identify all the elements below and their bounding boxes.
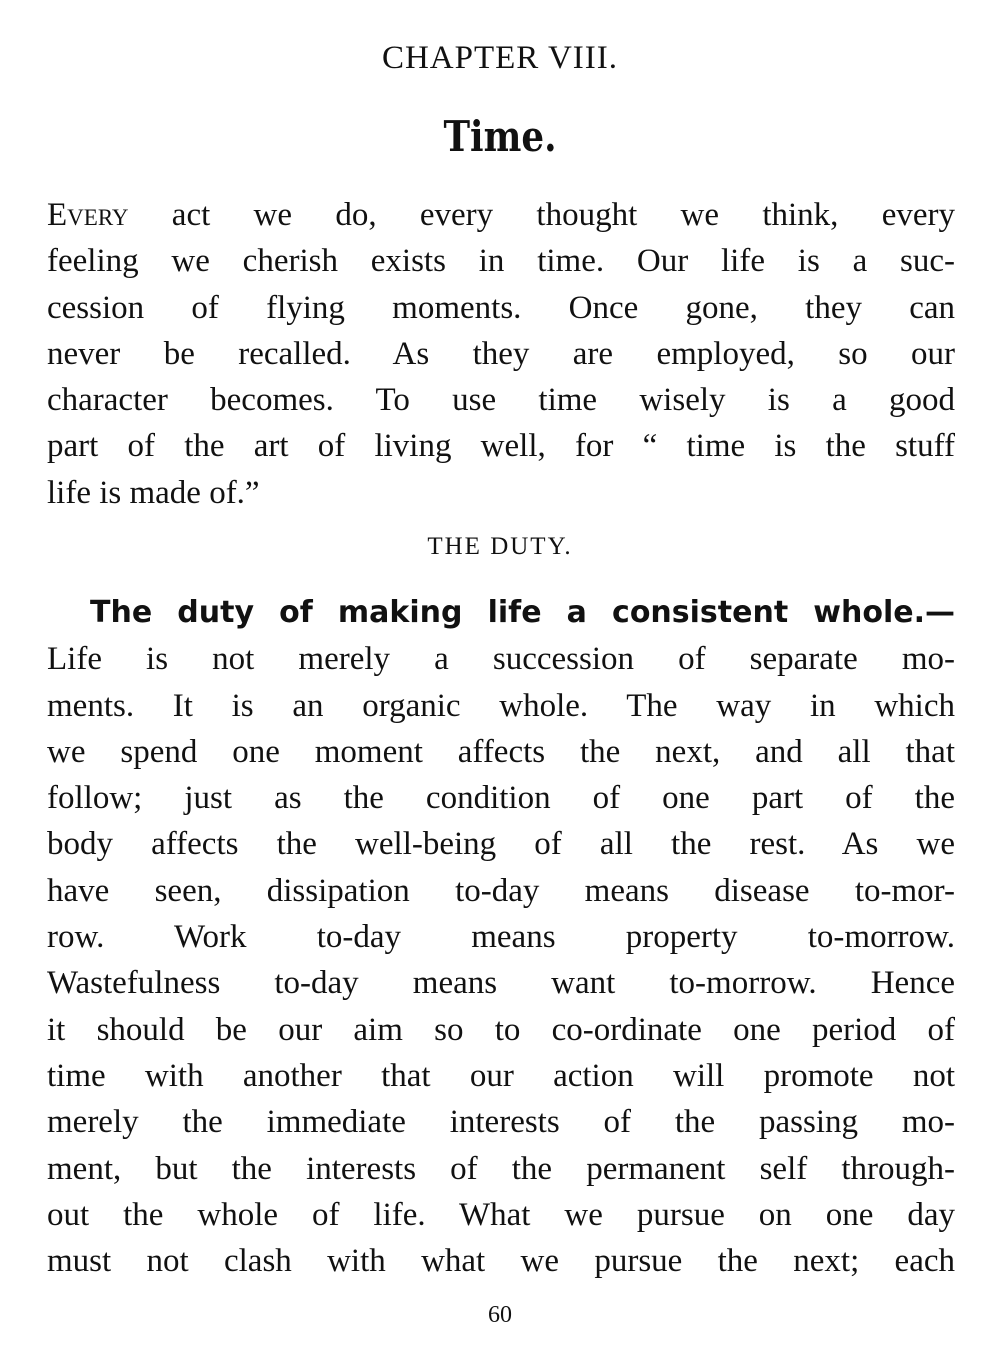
paragraph-line: cession of flying moments. Once gone, they can <box>47 289 955 326</box>
chapter-heading: CHAPTER VIII. <box>381 40 619 76</box>
paragraph-line: ment, but the interests of the permanent self through- <box>47 1150 955 1187</box>
paragraph-line: merely the immediate interests of the passing mo- <box>47 1104 955 1141</box>
line-text: act we do, every thought we think, every <box>128 197 955 233</box>
paragraph-line: Wastefulness to-day means want to-morrow. Hence <box>47 965 955 1002</box>
first-word: Every <box>47 197 129 233</box>
paragraph-line: out the whole of life. What we pursue on one day <box>47 1196 955 1233</box>
paragraph-line: body affects the well-being of all the rest. As we <box>47 826 955 863</box>
intro-paragraph <box>47 192 955 516</box>
paragraph-line: ments. It is an organic whole. The way in which <box>47 687 955 724</box>
paragraph-line: life is made of.” <box>47 474 260 511</box>
paragraph-line: character becomes. To use time wisely is a good <box>47 382 955 419</box>
paragraph-line: time with another that our action will promote not <box>47 1057 955 1094</box>
paragraph-line: we spend one moment affects the next, and all that <box>47 733 955 770</box>
paragraph-line: have seen, dissipation to-day means disease to-mor- <box>47 872 955 909</box>
chapter-title: Time. <box>443 112 557 161</box>
paragraph-line: part of the art of living well, for “ time is the stuff <box>47 428 955 465</box>
paragraph-line: row. Work to-day means property to-morrow. <box>47 919 955 956</box>
section-heading: THE DUTY. <box>427 533 573 560</box>
paragraph-line: it should be our aim so to co-ordinate one period of <box>47 1011 955 1048</box>
paragraph-line <box>47 192 955 238</box>
page-number: 60 <box>488 1302 512 1328</box>
paragraph-line: feeling we cherish exists in time. Our life is a suc- <box>47 243 955 280</box>
paragraph-line: follow; just as the condition of one part of the <box>47 780 955 817</box>
paragraph-line: must not clash with what we pursue the next; each <box>47 1243 955 1280</box>
duty-heading: The duty of making life a consistent whole.— <box>90 595 955 630</box>
paragraph-line: Life is not merely a succession of separate mo- <box>47 641 955 678</box>
paragraph-line: never be recalled. As they are employed, so our <box>47 335 955 372</box>
duty-paragraph <box>47 590 955 1284</box>
